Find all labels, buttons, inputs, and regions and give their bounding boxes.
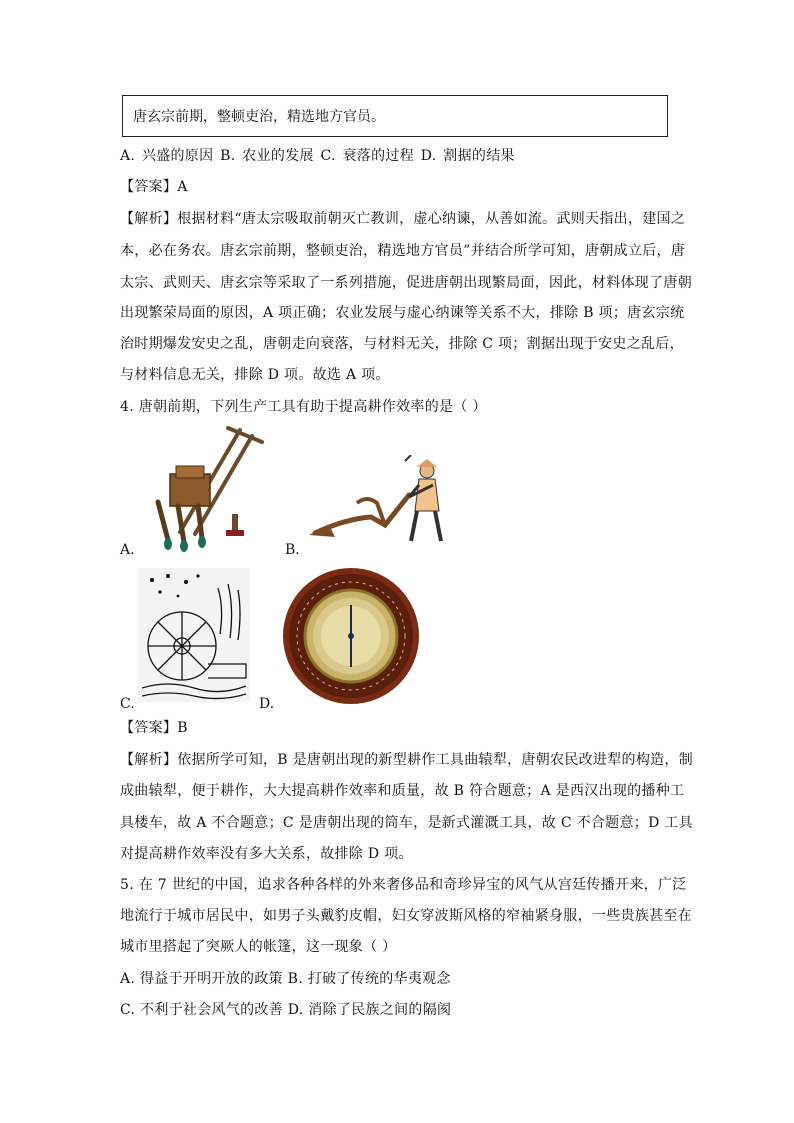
q5-question-line: 5. 在 7 世纪的中国，追求各种各样的外来奢侈品和奇珍异宝的风气从宫廷传播开来，广泛 (120, 877, 687, 893)
q4-analysis-line: 具楼车，故 A 不合题意；C 是唐朝出现的筒车，是新式灌溉工具，故 C 不合题意；D 工具 (120, 815, 693, 831)
q4-analysis-line: 【解析】依据所学可知，B 是唐朝出现的新型耕作工具曲辕犁，唐朝农民改进犁的构造，制 (120, 752, 694, 768)
option-d-label: D. (259, 696, 275, 712)
q5-question-line: 地流行于城市居民中，如男子头戴豹皮帽，妇女穿波斯风格的窄袖紧身服，一些贵族甚至在 (120, 908, 692, 924)
option-b-label: B. (285, 542, 300, 558)
q4-answer: 【答案】B (120, 720, 188, 736)
option-c-label: C. (120, 696, 135, 712)
q3-analysis-line: 本，必在务农。唐玄宗前期，整顿吏治，精选地方官员”并结合所学可知，唐朝成立后，唐 (120, 243, 686, 259)
material-box (122, 95, 668, 137)
q3-analysis-line: 太宗、武则天、唐玄宗等采取了一系列措施，促进唐朝出现繁局面，因此，材料体现了唐朝 (120, 275, 692, 291)
q4-analysis-line: 对提高耕作效率没有多大关系，故排除 D 项。 (120, 846, 413, 862)
q3-analysis-line: 治时期爆发安史之乱，唐朝走向衰落，与材料无关，排除 C 项；割据出现于安史之乱后， (120, 336, 684, 352)
water-wheel-image (138, 568, 250, 702)
curved-plow-image (305, 455, 455, 550)
q4-analysis-line: 成曲辕犁，便于耕作，大大提高耕作效率和质量，故 B 符合题意；A 是西汉出现的播种工 (120, 783, 685, 799)
q3-analysis-line: 【解析】根据材料“唐太宗吸取前朝灭亡教训，虚心纳谏，从善如流。武则天指出，建国之 (120, 211, 686, 227)
q3-analysis-line: 出现繁荣局面的原因，A 项正确；农业发展与虚心纳谏等关系不大，排除 B 项；唐玄宗统 (120, 305, 685, 321)
q5-question-line: 城市里搭起了突厥人的帐篷，这一现象（ ） (120, 939, 397, 955)
option-a-label: A. (120, 542, 135, 558)
compass-image (278, 565, 424, 707)
q3-answer: 【答案】A (120, 179, 188, 195)
q5-option-line: A. 得益于开明开放的政策 B. 打破了传统的华夷观念 (120, 971, 451, 987)
q3-analysis-line: 与材料信息无关，排除 D 项。故选 A 项。 (120, 367, 390, 383)
seed-drill-image (140, 422, 270, 558)
q5-option-line: C. 不利于社会风气的改善 D. 消除了民族之间的隔阂 (120, 1002, 452, 1018)
q3-options: A. 兴盛的原因 B. 农业的发展 C. 衰落的过程 D. 割据的结果 (120, 148, 515, 164)
material-text: 唐玄宗前期，整顿吏治，精选地方官员。 (133, 109, 385, 125)
q4-question: 4. 唐朝前期，下列生产工具有助于提高耕作效率的是（ ） (120, 399, 487, 415)
